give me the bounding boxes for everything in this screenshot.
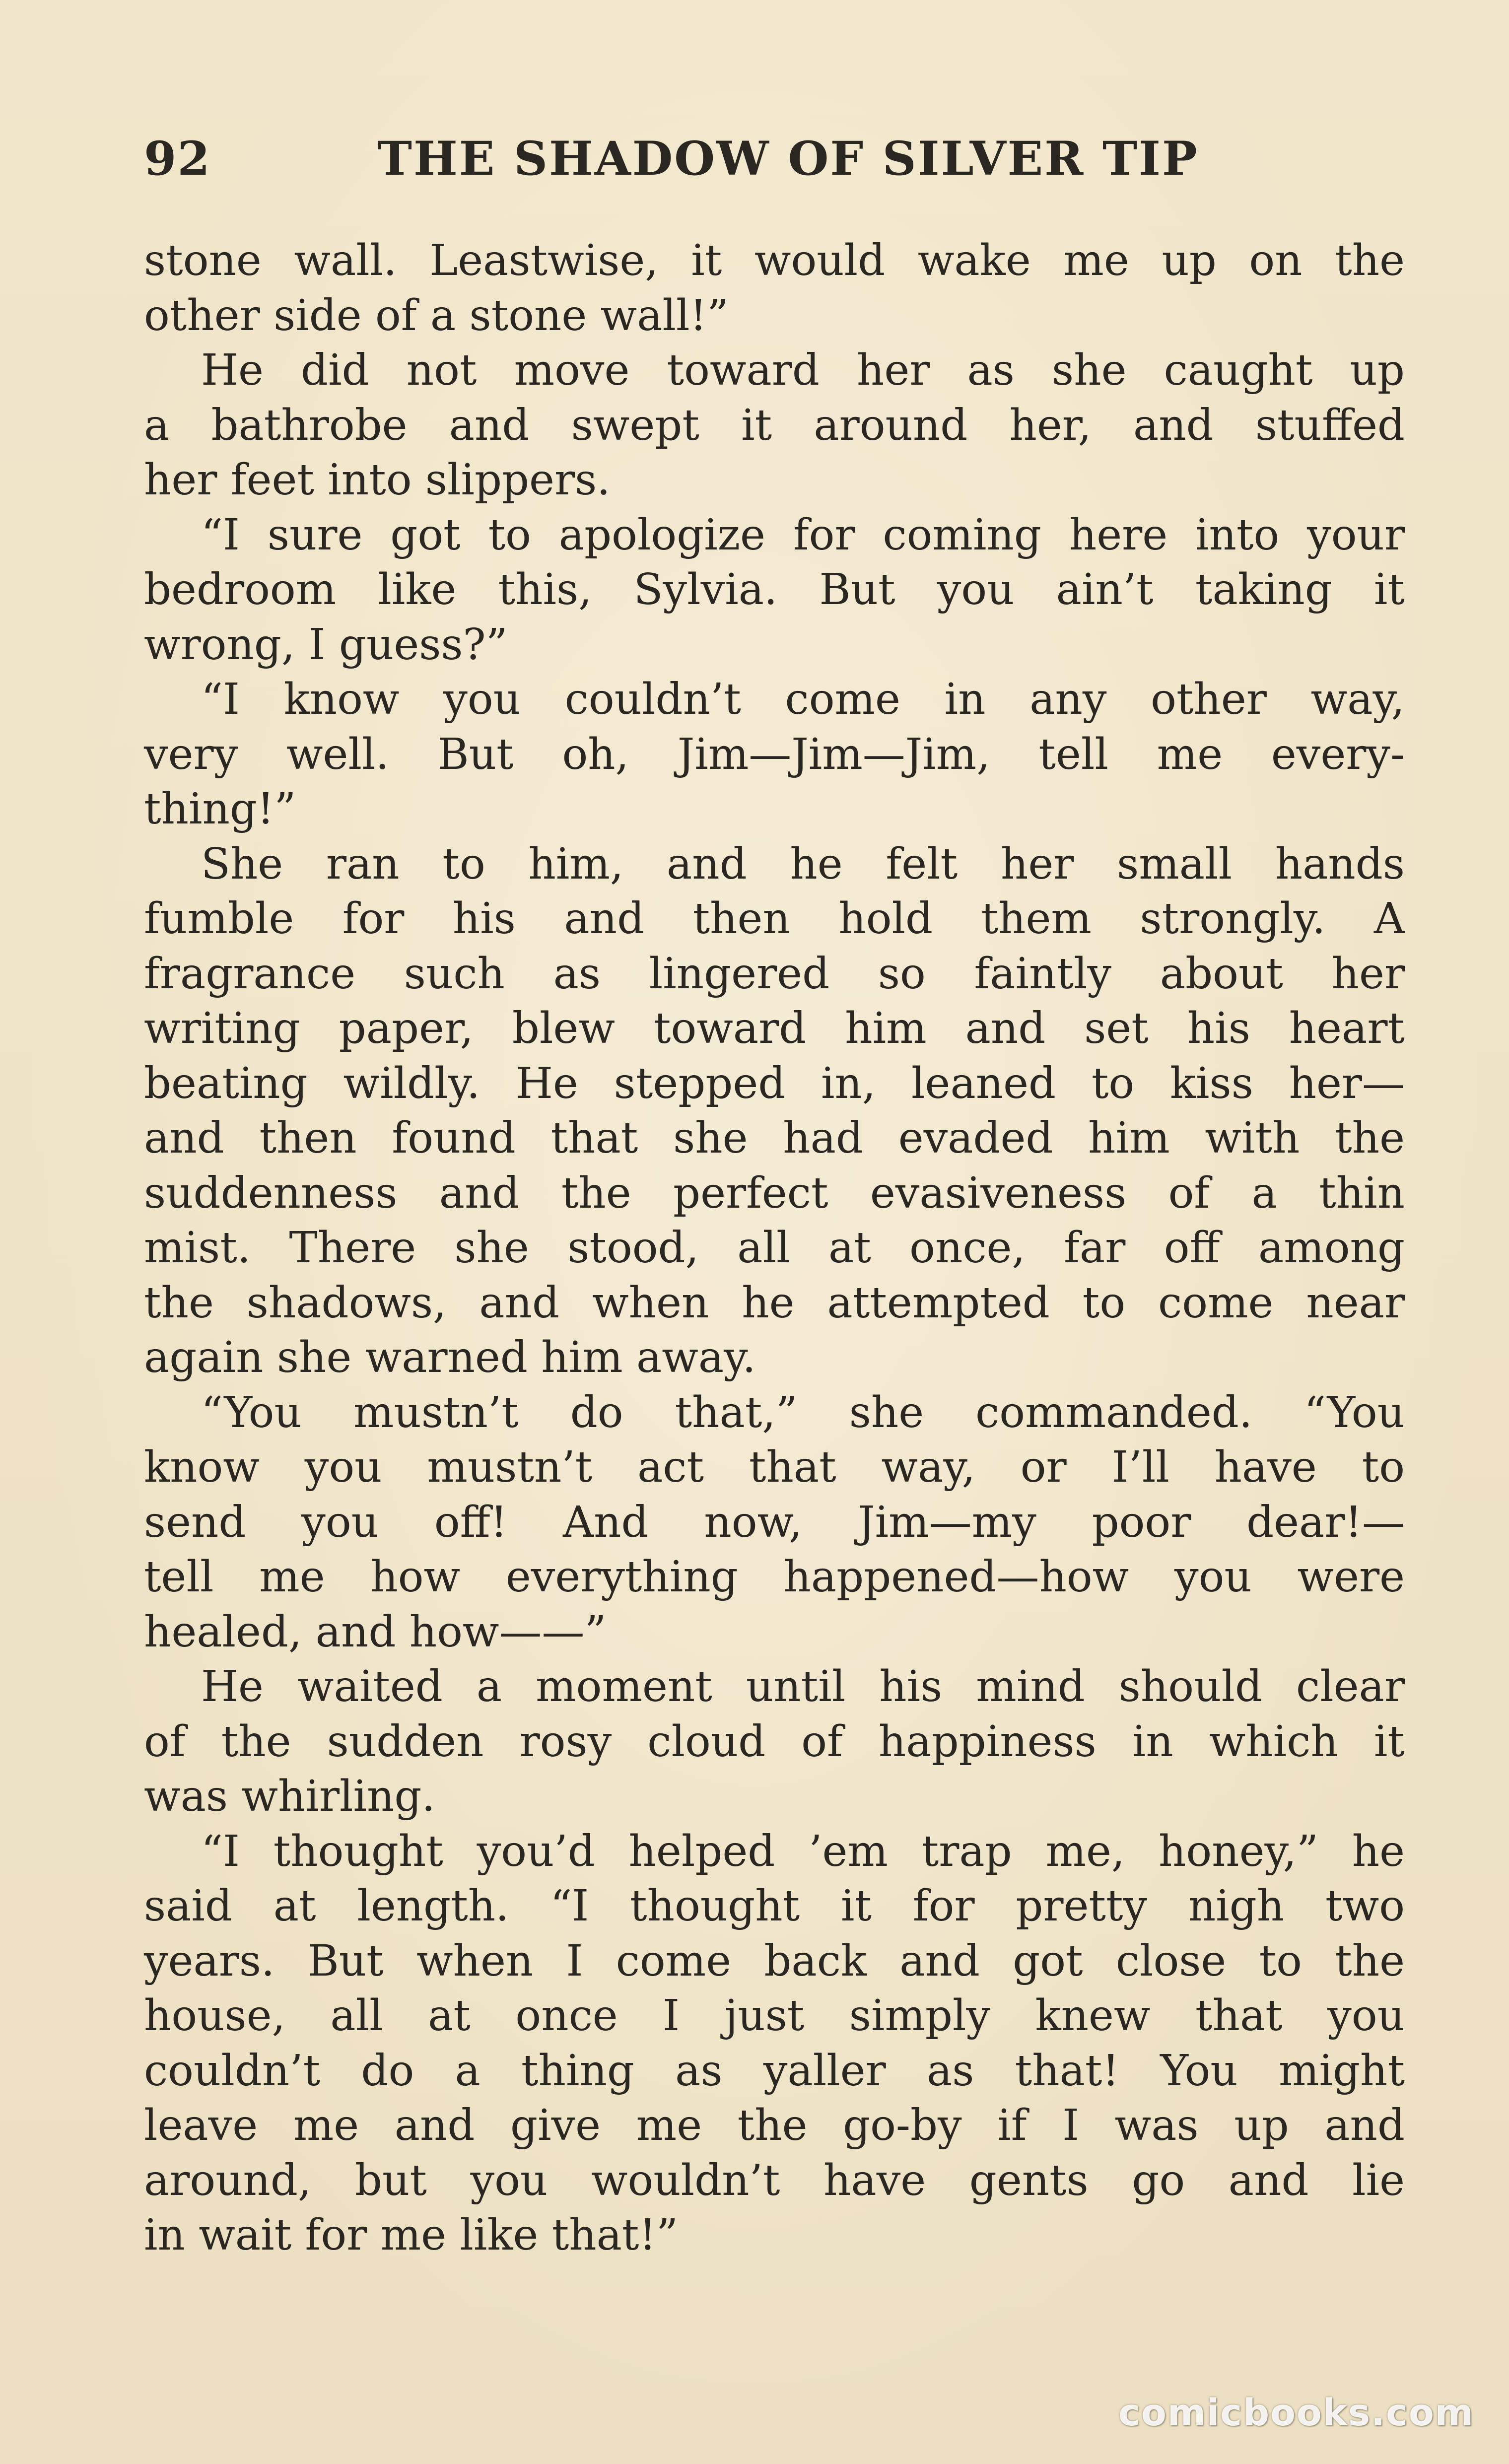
text-line: She ran to him, and he felt her small hands xyxy=(201,839,1405,889)
page-header xyxy=(144,127,1405,191)
text-line: couldn’t do a thing as yaller as that! You might xyxy=(144,2046,1405,2096)
text-line: “I sure got to apologize for coming here into your xyxy=(201,510,1405,560)
text-line: healed, and how——” xyxy=(144,1607,607,1657)
text-line: leave me and give me the go-by if I was up and xyxy=(144,2101,1405,2150)
text-line: fragrance such as lingered so faintly about her xyxy=(144,949,1405,999)
text-line: in wait for me like that!” xyxy=(144,2210,679,2260)
text-line: “I know you couldn’t come in any other way, xyxy=(201,675,1405,724)
text-line: “You mustn’t do that,” she commanded. “You xyxy=(201,1387,1405,1437)
text-line: house, all at once I just simply knew that you xyxy=(144,1991,1405,2041)
text-line: the shadows, and when he attempted to come near xyxy=(144,1278,1405,1328)
text-line: fumble for his and then hold them strongly. A xyxy=(144,894,1405,944)
text-line: wrong, I guess?” xyxy=(144,619,508,670)
text-line: beating wildly. He stepped in, leaned to kiss her— xyxy=(144,1058,1405,1108)
text-line: again she warned him away. xyxy=(144,1333,756,1382)
text-line: tell me how everything happened—how you were xyxy=(144,1552,1405,1602)
text-line: other side of a stone wall!” xyxy=(144,290,729,341)
text-line: a bathrobe and swept it around her, and stuffed xyxy=(144,400,1405,450)
text-line: years. But when I come back and got close to the xyxy=(144,1936,1405,1986)
running-head: THE SHADOW OF SILVER TIP xyxy=(377,132,1199,186)
text-line: of the sudden rosy cloud of happiness in which it xyxy=(144,1716,1405,1767)
text-line: mist. There she stood, all at once, far off among xyxy=(144,1223,1405,1273)
text-line: her feet into slippers. xyxy=(144,455,611,505)
body-text xyxy=(144,233,1405,2263)
text-line: around, but you wouldn’t have gents go and lie xyxy=(144,2155,1405,2205)
text-line: writing paper, blew toward him and set his heart xyxy=(144,1004,1405,1053)
text-line: know you mustn’t act that way, or I’ll have to xyxy=(144,1442,1405,1492)
page-number: 92 xyxy=(144,132,211,186)
text-line: send you off! And now, Jim—my poor dear!— xyxy=(144,1497,1405,1547)
text-line: thing!” xyxy=(144,784,296,834)
text-line: and then found that she had evaded him with the xyxy=(144,1113,1405,1163)
watermark-logo: comicbooks.com xyxy=(1118,2392,1474,2434)
text-line: very well. But oh, Jim—Jim—Jim, tell me every- xyxy=(144,729,1405,779)
text-line: “I thought you’d helped ’em trap me, honey,” he xyxy=(201,1826,1405,1876)
text-line: He waited a moment until his mind should clear xyxy=(201,1662,1405,1711)
text-line: stone wall. Leastwise, it would wake me up on the xyxy=(144,236,1405,285)
text-line: bedroom like this, Sylvia. But you ain’t taking it xyxy=(144,565,1405,615)
text-line: He did not move toward her as she caught up xyxy=(201,345,1405,395)
text-line: was whirling. xyxy=(144,1772,435,1821)
text-line: said at length. “I thought it for pretty nigh two xyxy=(144,1881,1405,1931)
text-line: suddenness and the perfect evasiveness of a thin xyxy=(144,1168,1405,1218)
